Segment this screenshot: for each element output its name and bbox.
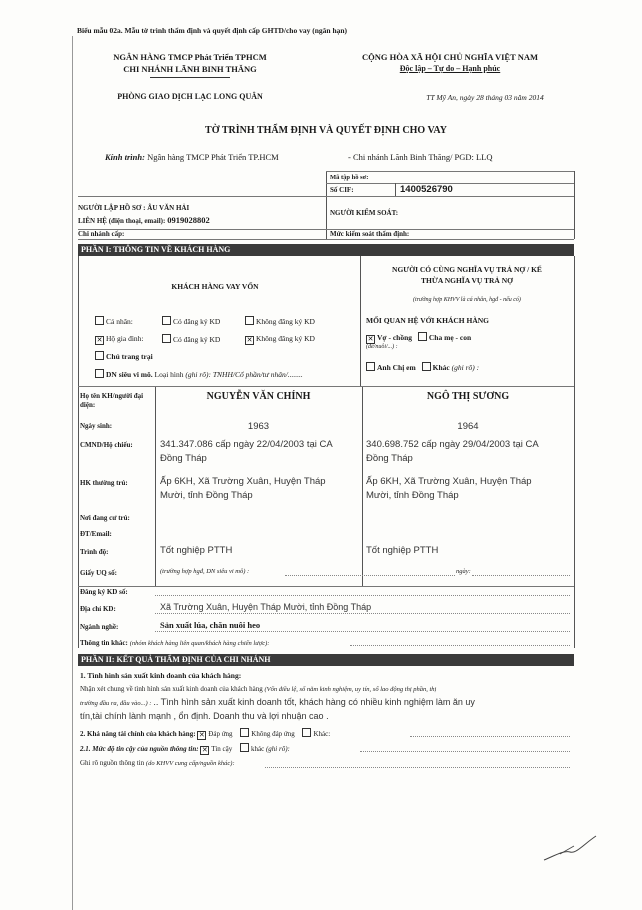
checkbox-source-other[interactable] (240, 743, 249, 752)
control-level-label: Mức kiểm soát thẩm định: (330, 230, 410, 238)
borrower-residence-2: Mười, tỉnh Đồng Tháp (160, 490, 253, 501)
preparer-value: ÂU VĂN HẢI (147, 204, 190, 212)
preparer-label: NGƯỜI LẬP HỒ SƠ : (78, 204, 146, 212)
contact (78, 215, 210, 225)
cif-value: 1400526790 (400, 184, 453, 195)
office-name: PHÒNG GIAO DỊCH LẠC LONG QUÂN (117, 92, 263, 101)
cif-label: Số CIF: (330, 186, 354, 194)
checkbox-reliable[interactable]: ✕ (201, 746, 208, 754)
checkbox-household[interactable]: ✕ (96, 336, 103, 344)
borrower-residence-1: Ấp 6KH, Xã Trường Xuân, Huyện Tháp (160, 476, 326, 487)
checkbox-household-unregistered[interactable]: ✕ (246, 336, 253, 344)
checkbox-micro-enterprise[interactable] (95, 369, 104, 378)
section2-header: PHẦN II: KẾT QUẢ THẨM ĐỊNH CỦA CHI NHÁNH (78, 654, 574, 666)
borrower-id-2: Đồng Tháp (160, 453, 207, 464)
document-page: Biểu mẫu 02a. Mẫu tờ trình thẩm định và quyết định cấp GHTD/cho vay (ngân hạn) NGÂN HÀNG TMCP Phát Triển TPHCM CHI NHÁNH LÃNH BINH THĂNG PHÒNG GIAO DỊCH LẠC LONG QUÂN CỘNG HÒA XÃ HỘI CHỦ NGHĨA VIỆT NAM Độc lập – Tự do – Hạnh phúc TT Mỹ An, ngày 28 tháng 03 năm 2014 TỜ TRÌNH THẨM ĐỊNH VÀ QUYẾT ĐỊNH CHO VAY Kính trình: Ngân hàng TMCP Phát Triển TP.HCM - Chi nhánh Lãnh Binh Thăng/ PGD: LLQ Mã tập hồ sơ: Số CIF: 1400526790 NGƯỜI LẬP HỒ SƠ : ÂU VĂN HẢI LIÊN HỆ (điện thoại, email): 0919028802 Chi nhánh cấp: NGƯỜI KIỂM SOÁT: Mức kiểm soát thẩm định: PHẦN I: THÔNG TIN VỀ KHÁCH HÀNG KHÁCH HÀNG VAY VỐN NGƯỜI CÓ CÙNG NGHĨA VỤ TRẢ NỢ / KẾ THỪA NGHĨA VỤ TRẢ NỢ (trường hợp KHVV là cá nhân, hgđ - nếu có) MỐI QUAN HỆ VỚI KHÁCH HÀNG Cá nhân: Có đăng ký KD Không đăng ký KD ✕ Hộ gia đình: Có đăng ký KD ✕ Không đăng ký KD Chủ trang trại DN siêu vi mô. Loại hình (ghi rõ): TNHH/Cổ phần/tư nhân/........ ✕ Vợ - chồng Cha mẹ - con (để/nuôi/...) : Anh Chị em Khác (ghi rõ) : Họ tên KH/người đại diện: NGUYỄN VĂN CHÍNH NGÔ THỊ SƯƠNG Ngày sinh: 1963 1964 CMND/Hộ chiếu: 341.347.086 cấp ngày 22/04/2003 tại CA Đồng Tháp 340.698.752 cấp ngày 29/04/2003 tại CA Đồng Tháp HK thường trú: Ấp 6KH, Xã Trường Xuân, Huyện Tháp Mười, tỉnh Đồng Tháp Ấp 6KH, Xã Trường Xuân, Huyện Tháp Mười, tỉnh Đồng Tháp Nơi đang cư trú: ĐT/Email: Trình độ: Tốt nghiệp PTTH Tốt nghiệp PTTH Giấy UQ số: (trường hợp hgđ, DN siêu vi mô) : ngày: Đăng ký KD số: Địa chỉ KD: Xã Trường Xuân, Huyện Tháp Mười, tỉnh Đồng Tháp Ngành nghề: Sản xuất lúa, chăn nuôi heo Thông tin khác: (nhóm khách hàng liên quan/khách hàng chiến lược): PHẦN II: KẾT QUẢ THẨM ĐỊNH CỦA CHI NHÁNH 1. Tình hình sản xuất kinh doanh của khách hàng: Nhận xét chung về tình hình sản xuất kinh doanh của khách hàng (Vốn điều lệ, số năm kinh nghiệm, uy tín, số lao động thị phần, thị trường đầu ra, đầu vào...) : .. Tình hình sản xuất kinh doanh tốt, khách hàng có nhiều kinh nghiệm làm ăn uy tín,tài chính lành mạnh , ổn định. Doanh thu và lợi nhuận cao . 2. Khả năng tài chính của khách hàng: ✕ Đáp ứng Không đáp ứng Khác: 2.1. Mức độ tin cậy của nguồn thông tin: ✕ Tin cậy khác (ghi rõ): Ghi rõ nguồn thông tin (do KHVV cung cấp/nguồn khác): (0, 0, 642, 910)
co-borrower-residence-2: Mười, tỉnh Đồng Tháp (366, 490, 459, 501)
co-borrower-birth-year: 1964 (457, 421, 479, 432)
branch-name: CHI NHÁNH LÃNH BINH THĂNG (123, 64, 257, 74)
field-name-label: Họ tên KH/người đại diện: (80, 392, 144, 409)
borrower-birth-year: 1963 (247, 421, 270, 432)
checkbox-parent[interactable] (418, 332, 427, 341)
margin-rule (72, 36, 73, 910)
nation-title: CỘNG HÒA XÃ HỘI CHỦ NGHĨA VIỆT NAM (361, 52, 539, 62)
co-heading-1: NGƯỜI CÓ CÙNG NGHĨA VỤ TRẢ NỢ / KẾ (392, 265, 542, 274)
signature-mark (540, 830, 600, 870)
header-underline (150, 77, 230, 78)
co-borrower-id-2: Đồng Tháp (366, 453, 413, 464)
preparer (78, 203, 189, 212)
contact-value: 0919028802 (167, 215, 210, 225)
business-comment-2: tín,tài chính lành mạnh , ổn định. Doanh thu và lợi nhuận cao . (80, 711, 329, 721)
bank-name: NGÂN HÀNG TMCP Phát Triển TPHCM (113, 52, 267, 62)
checkbox-relation-other[interactable] (422, 362, 431, 371)
checkbox-meet[interactable]: ✕ (198, 731, 205, 739)
recipient-label: Kính trình: (105, 152, 145, 162)
checkbox-individual[interactable] (95, 316, 104, 325)
document-date: TT Mỹ An, ngày 28 tháng 03 năm 2014 (426, 93, 544, 102)
controller-label: NGƯỜI KIỂM SOÁT: (330, 209, 399, 217)
business-address: Xã Trường Xuân, Huyện Tháp Mười, tỉnh Đồng Tháp (160, 602, 372, 612)
checkbox-individual-unregistered[interactable] (245, 316, 254, 325)
borrower-heading: KHÁCH HÀNG VAY VỐN (171, 282, 259, 291)
checkbox-individual-registered[interactable] (162, 316, 171, 325)
recipient-branch: - Chi nhánh Lãnh Binh Thăng/ PGD: LLQ (348, 152, 493, 162)
relation-heading: MỐI QUAN HỆ VỚI KHÁCH HÀNG (366, 316, 489, 325)
type-household-row: ✕ Hộ gia đình: (96, 334, 144, 344)
branch-label: Chi nhánh cấp: (78, 230, 125, 238)
co-borrower-education: Tốt nghiệp PTTH (366, 545, 439, 556)
checkbox-sibling[interactable] (366, 362, 375, 371)
checkbox-not-meet[interactable] (240, 728, 249, 737)
co-borrower-name: NGÔ THỊ SƯƠNG (426, 391, 510, 402)
checkbox-household-registered[interactable] (162, 334, 171, 343)
checkbox-farm-owner[interactable] (95, 351, 104, 360)
checkbox-spouse[interactable]: ✕ (367, 335, 374, 343)
checkbox-finance-other[interactable] (302, 728, 311, 737)
contact-label: LIÊN HỆ (điện thoại, email): (78, 217, 166, 225)
section1-header: PHẦN I: THÔNG TIN VỀ KHÁCH HÀNG (78, 244, 574, 256)
form-code: Biểu mẫu 02a. Mẫu tờ trình thẩm định và quyết định cấp GHTD/cho vay (ngân hạn) (77, 26, 348, 35)
type-individual-row: Cá nhân: (95, 316, 133, 326)
business-comment-1: .. Tình hình sản xuất kinh doanh tốt, khách hàng có nhiều kinh nghiệm làm ăn uy (153, 697, 475, 707)
industry-value: Sản xuất lúa, chăn nuôi heo (160, 620, 261, 630)
file-no-label: Mã tập hồ sơ: (330, 174, 369, 181)
document-title: TỜ TRÌNH THẨM ĐỊNH VÀ QUYẾT ĐỊNH CHO VAY (205, 125, 447, 136)
co-heading-2: THỪA NGHĨA VỤ TRẢ NỢ (421, 276, 513, 285)
co-borrower-residence-1: Ấp 6KH, Xã Trường Xuân, Huyện Tháp (366, 476, 532, 487)
borrower-id-1: 341.347.086 cấp ngày 22/04/2003 tại CA (160, 439, 333, 450)
borrower-name: NGUYỄN VĂN CHÍNH (206, 391, 311, 402)
recipient (105, 152, 279, 162)
recipient-bank: Ngân hàng TMCP Phát Triển TP.HCM (147, 152, 279, 162)
nation-motto: Độc lập – Tự do – Hạnh phúc (399, 64, 501, 73)
co-note: (trường hợp KHVV là cá nhân, hgđ - nếu có) (413, 297, 521, 303)
borrower-education: Tốt nghiệp PTTH (160, 545, 233, 556)
co-borrower-id-1: 340.698.752 cấp ngày 29/04/2003 tại CA (366, 439, 539, 450)
